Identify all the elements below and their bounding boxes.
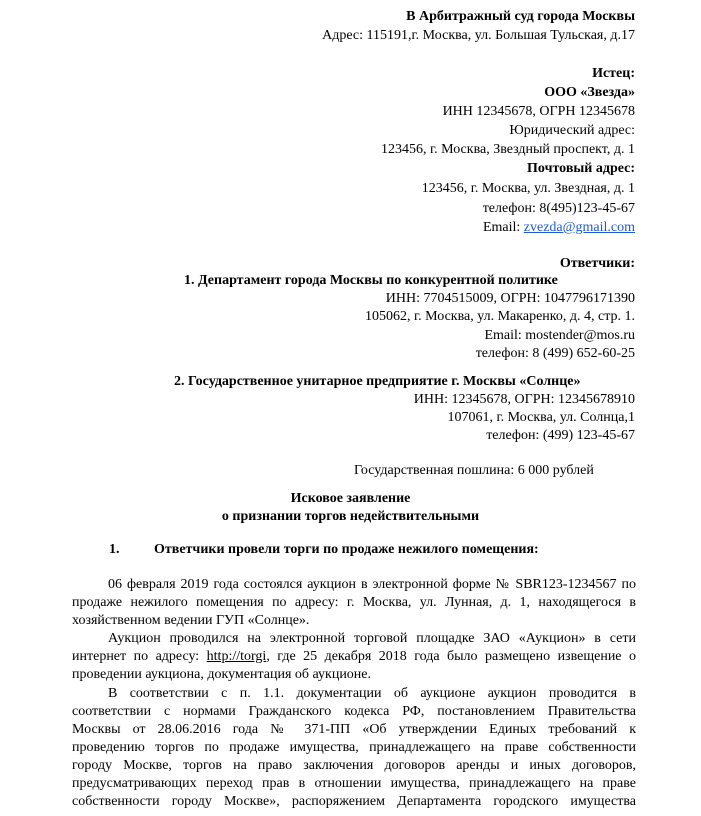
claim-subtitle: о признании торгов недействительными	[221, 509, 480, 524]
state-fee: Государственная пошлина: 6 000 рублей	[354, 463, 594, 478]
section-1-number: 1.	[109, 542, 120, 557]
paragraph-3-line-6: предусматривающих переход прав в отношении имущества, принадлежащего на праве	[72, 776, 636, 791]
paragraph-3-line-3: Москвы от 28.06.2016 года № 371-ПП «Об утверждении Единых требований к	[72, 722, 636, 737]
defendant-1-email: Email: mostender@mos.ru	[484, 328, 635, 343]
paragraph-3-line-7: собственности городу Москве», распоряжением Департамента городского имущества	[72, 794, 636, 809]
paragraph-1-line-2: продаже нежилого помещения по адресу: г. Москва, ул. Лунная, д. 1, находящегося в	[72, 595, 636, 610]
court-title: В Арбитражный суд города Москвы	[406, 9, 635, 24]
plaintiff-email-prefix: Email:	[482, 220, 524, 235]
defendant-1-name: 1. Департамент города Москвы по конкурентной политике	[184, 273, 558, 288]
paragraph-2-line-1: Аукцион проводился на электронной торговой площадке ЗАО «Аукцион» в сети	[108, 631, 636, 646]
plaintiff-phone: телефон: 8(495)123-45-67	[482, 201, 635, 216]
plaintiff-postal-address: 123456, г. Москва, ул. Звездная, д. 1	[421, 181, 635, 196]
defendant-1-address: 105062, г. Москва, ул. Макаренко, д. 4, стр. 1.	[364, 309, 635, 324]
defendants-heading: Ответчики:	[559, 256, 635, 271]
claim-title: Исковое заявление	[290, 491, 411, 506]
defendant-2-address: 107061, г. Москва, ул. Солнца,1	[447, 410, 635, 425]
paragraph-2-line-2-post: , где 25 декабря 2018 года было размещено извещение о	[266, 649, 636, 664]
plaintiff-name: ООО «Звезда»	[544, 85, 635, 100]
plaintiff-email-link[interactable]: zvezda@gmail.com	[523, 220, 635, 235]
section-1-heading: Ответчики провели торги по продаже нежилого помещения:	[154, 542, 539, 557]
plaintiff-email-line	[483, 219, 635, 237]
paragraph-2-line-2-pre: интернет по адресу:	[72, 649, 207, 664]
defendant-1-phone: телефон: 8 (499) 652-60-25	[475, 346, 635, 361]
paragraph-3	[72, 685, 636, 811]
paragraph-3-line-5: городу Москве, торгов на право заключения договоров аренды и иных договоров,	[72, 758, 636, 773]
defendant-2-phone: телефон: (499) 123-45-67	[486, 428, 635, 443]
court-address: Адрес: 115191,г. Москва, ул. Большая Тульская, д.17	[322, 28, 635, 43]
paragraph-3-line-4: проведению торгов по продаже имущества, принадлежащего на праве собственности	[72, 740, 636, 755]
paragraph-1-line-3: хозяйственном ведении ГУП «Солнце».	[72, 613, 310, 628]
plaintiff-ids: ИНН 12345678, ОГРН 12345678	[442, 104, 635, 119]
defendant-2-ids: ИНН: 12345678, ОГРН: 12345678910	[413, 392, 635, 407]
paragraph-2	[72, 630, 636, 684]
paragraph-2-line-2	[72, 648, 636, 666]
plaintiff-legal-label: Юридический адрес:	[509, 123, 635, 138]
paragraph-3-line-1: В соответствии с п. 1.1. документации об аукционе аукцион проводится в	[108, 686, 636, 701]
paragraph-1	[72, 576, 636, 630]
defendant-1-ids: ИНН: 7704515009, ОГРН: 1047796171390	[385, 291, 635, 306]
plaintiff-heading: Истец:	[592, 66, 635, 81]
defendant-2-name: 2. Государственное унитарное предприятие г. Москвы «Солнце»	[174, 374, 581, 389]
plaintiff-legal-address: 123456, г. Москва, Звездный проспект, д. 1	[380, 142, 635, 157]
torgi-link[interactable]: http://torgi	[206, 649, 267, 664]
paragraph-3-line-2: соответствии с нормами Гражданского кодекса РФ, постановлением Правительства	[72, 704, 636, 719]
paragraph-2-line-3: проведении аукциона, документация об аукционе.	[72, 667, 372, 682]
paragraph-1-line-1: 06 февраля 2019 года состоялся аукцион в электронной форме № SBR123-1234567 по	[108, 577, 636, 592]
plaintiff-postal-label: Почтовый адрес:	[527, 161, 635, 176]
